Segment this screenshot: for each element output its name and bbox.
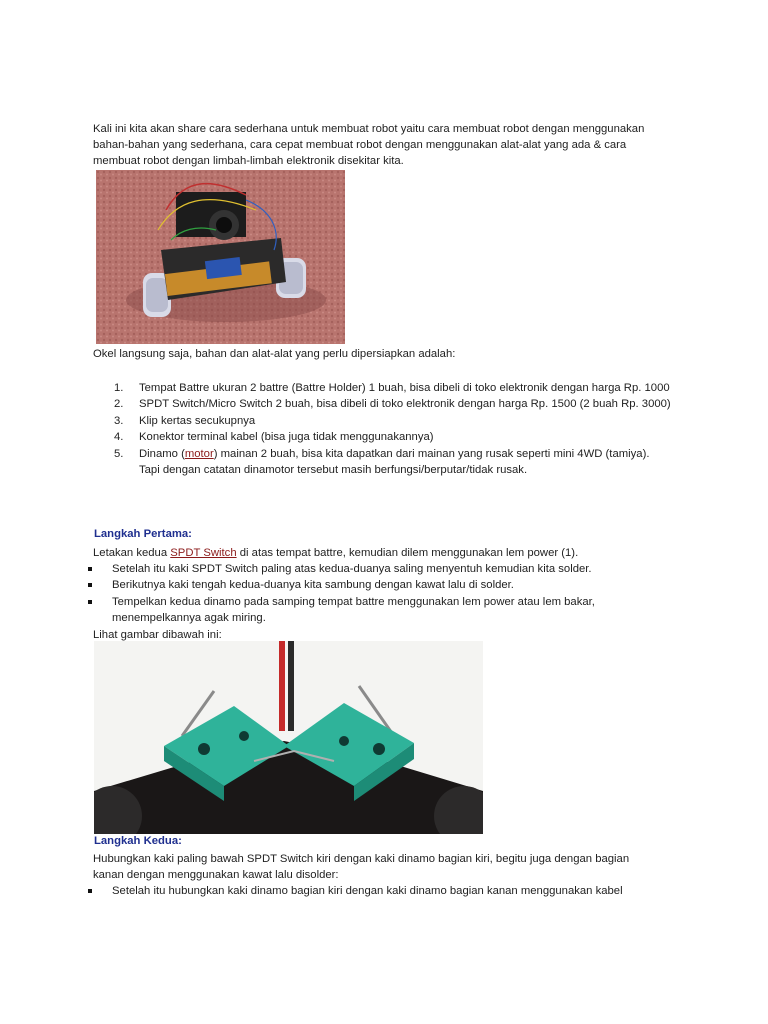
list-item: Setelah itu kaki SPDT Switch paling atas kedua-duanya saling menyentuh kemudian kita solder. <box>85 561 685 577</box>
robot-photo <box>96 170 345 344</box>
bullet-icon <box>88 600 92 604</box>
bullet-icon <box>88 567 92 571</box>
step2-heading: Langkah Kedua: <box>94 835 182 847</box>
spdt-switch-link[interactable]: SPDT Switch <box>170 547 237 559</box>
step1-heading: Langkah Pertama: <box>94 528 192 540</box>
step2-bullets <box>85 883 685 899</box>
step1-intro: Letakan kedua SPDT Switch di atas tempat battre, kemudian dilem menggunakan lem power (1). <box>93 547 579 559</box>
list-item: 2. SPDT Switch/Micro Switch 2 buah, bisa dibeli di toko elektronik dengan harga Rp. 1500 (2 buah Rp. 3000) <box>114 398 671 411</box>
switch-photo <box>94 641 483 834</box>
materials-intro: Okel langsung saja, bahan dan alat-alat yang perlu dipersiapkan adalah: <box>93 348 456 360</box>
see-below-text: Lihat gambar dibawah ini: <box>93 629 222 641</box>
list-item: 5. Dinamo (motor) mainan 2 buah, bisa kita dapatkan dari mainan yang rusak seperti mini 4WD (tamiya). Tapi dengan catatan dinamotor tersebut masih berfungsi/berputar/tidak rusak. <box>114 447 650 477</box>
materials-list <box>93 380 673 478</box>
bullet-icon <box>88 889 92 893</box>
bullet-icon <box>88 583 92 587</box>
list-item: Setelah itu hubungkan kaki dinamo bagian kiri dengan kaki dinamo bagian kanan menggunakan kabel <box>85 883 685 899</box>
list-item: Berikutnya kaki tengah kedua-duanya kita sambung dengan kawat lalu di solder. <box>85 577 685 593</box>
list-item: 3. Klip kertas secukupnya <box>114 414 256 427</box>
intro-paragraph: Kali ini kita akan share cara sederhana untuk membuat robot yaitu cara membuat robot dengan menggunakan bahan-bahan yang sederhana, cara cepat membuat robot dengan menggunakan alat-alat yang ada & cara membuat robot dengan limbah-limbah elektronik disekitar kita. <box>93 123 645 167</box>
step2-text: Hubungkan kaki paling bawah SPDT Switch kiri dengan kaki dinamo bagian kiri, begitu juga dengan bagian kanan dengan menggunakan kawat lalu disolder: <box>93 853 630 881</box>
list-item: Tempelkan kedua dinamo pada samping tempat battre menggunakan lem power atau lem bakar, menempelkannya agak miring. <box>85 594 652 627</box>
list-item: 4. Konektor terminal kabel (bisa juga tidak menggunakannya) <box>114 431 434 444</box>
motor-link[interactable]: motor <box>184 447 214 460</box>
step1-bullets <box>85 561 685 627</box>
list-item: 1. Tempat Battre ukuran 2 battre (Battre Holder) 1 buah, bisa dibeli di toko elektronik dengan harga Rp. 1000 <box>114 382 670 394</box>
